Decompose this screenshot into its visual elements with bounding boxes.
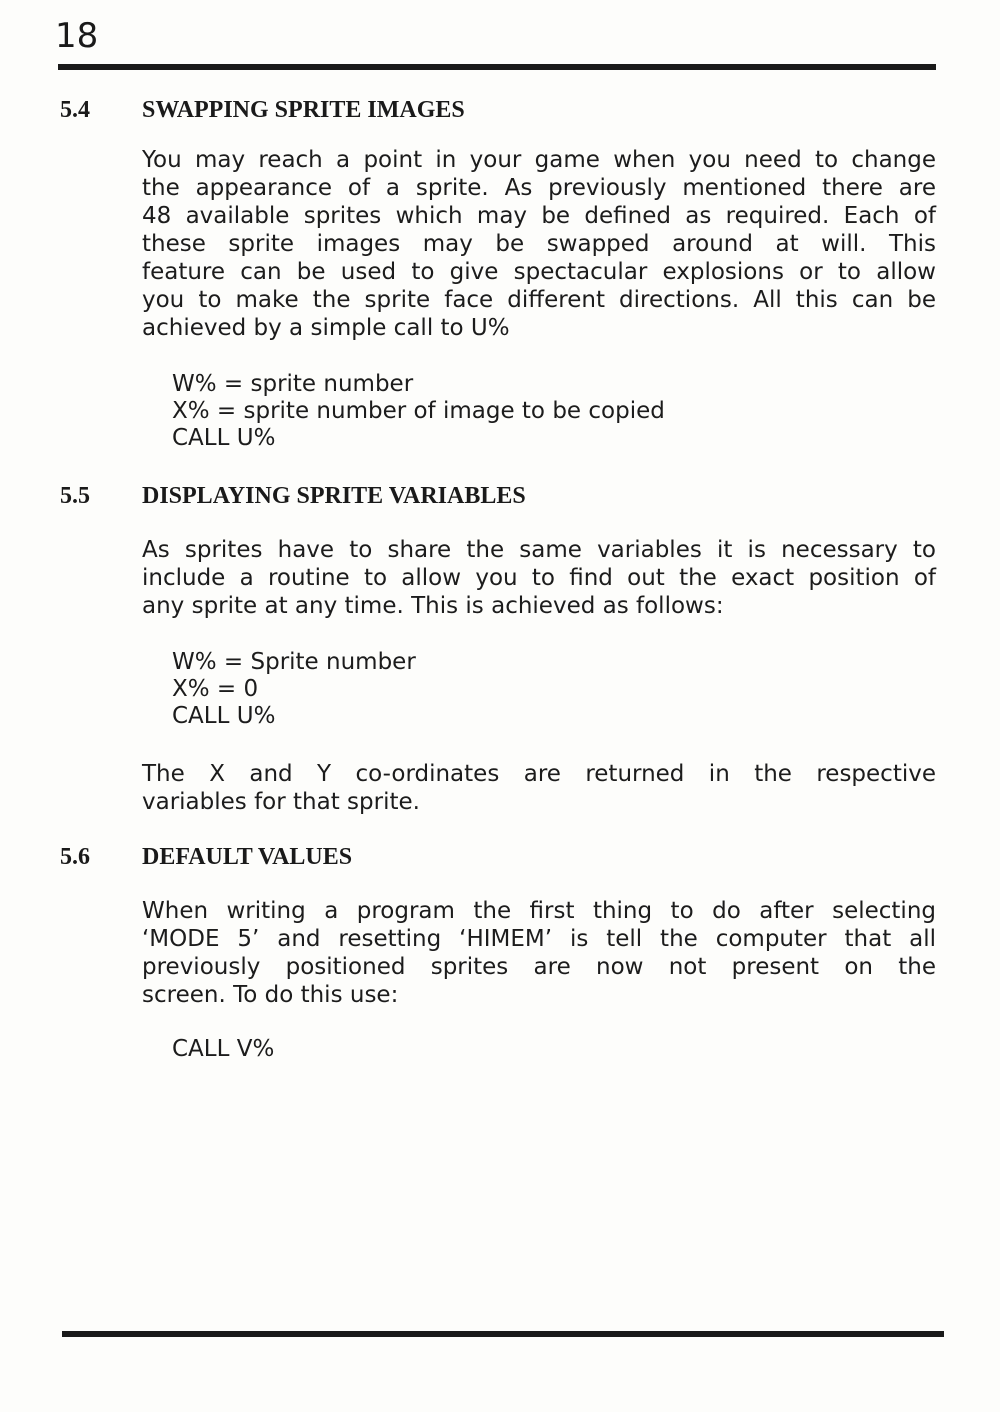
section-5-5-title: DISPLAYING SPRITE VARIABLES: [142, 483, 526, 509]
code-line: CALL U%: [172, 425, 276, 451]
code-line: W% = Sprite number: [172, 649, 416, 675]
code-line: CALL U%: [172, 703, 276, 729]
paragraph-line: feature can be used to give spectacular explosions or to allow: [142, 259, 936, 285]
section-5-6-code: [172, 1036, 274, 1063]
section-5-6-paragraph: [142, 897, 936, 1009]
section-5-5-code: [172, 649, 416, 730]
paragraph-line: the appearance of a sprite. As previously mentioned there are: [142, 175, 936, 201]
section-5-4-title: SWAPPING SPRITE IMAGES: [142, 97, 465, 123]
section-5-6-number: 5.6: [60, 844, 90, 870]
paragraph-line: When writing a program the first thing to do after selecting: [142, 898, 936, 924]
paragraph-line: previously positioned sprites are now not present on the: [142, 954, 936, 980]
section-5-4-code: [172, 371, 665, 452]
section-5-6-title: DEFAULT VALUES: [142, 844, 353, 870]
bottom-rule: [62, 1331, 944, 1337]
section-5-4-number: 5.4: [60, 97, 90, 123]
code-line: X% = 0: [172, 676, 259, 702]
paragraph-line: variables for that sprite.: [142, 789, 420, 815]
paragraph-line: As sprites have to share the same variables it is necessary to: [142, 537, 936, 563]
paragraph-line: achieved by a simple call to U%: [142, 315, 510, 341]
paragraph-line: 48 available sprites which may be defined as required. Each of: [142, 203, 936, 229]
paragraph-line: these sprite images may be swapped around at will. This: [142, 231, 936, 257]
code-line: X% = sprite number of image to be copied: [172, 398, 665, 424]
paragraph-line: ‘MODE 5’ and resetting ‘HIMEM’ is tell the computer that all: [142, 926, 936, 952]
page-number: 18: [55, 16, 99, 56]
paragraph-line: any sprite at any time. This is achieved as follows:: [142, 593, 724, 619]
paragraph-line: you to make the sprite face different directions. All this can be: [142, 287, 936, 313]
section-5-5-number: 5.5: [60, 483, 90, 509]
paragraph-line: You may reach a point in your game when you need to change: [142, 147, 936, 173]
section-5-5-paragraph-2: [142, 760, 936, 816]
code-line: W% = sprite number: [172, 371, 414, 397]
code-line: CALL V%: [172, 1036, 275, 1062]
top-rule: [58, 64, 936, 70]
section-5-4-paragraph: [142, 146, 936, 342]
paragraph-line: The X and Y co-ordinates are returned in the respective: [142, 761, 936, 787]
paragraph-line: include a routine to allow you to find out the exact position of: [142, 565, 936, 591]
section-5-5-paragraph: [142, 536, 936, 620]
paragraph-line: screen. To do this use:: [142, 982, 399, 1008]
